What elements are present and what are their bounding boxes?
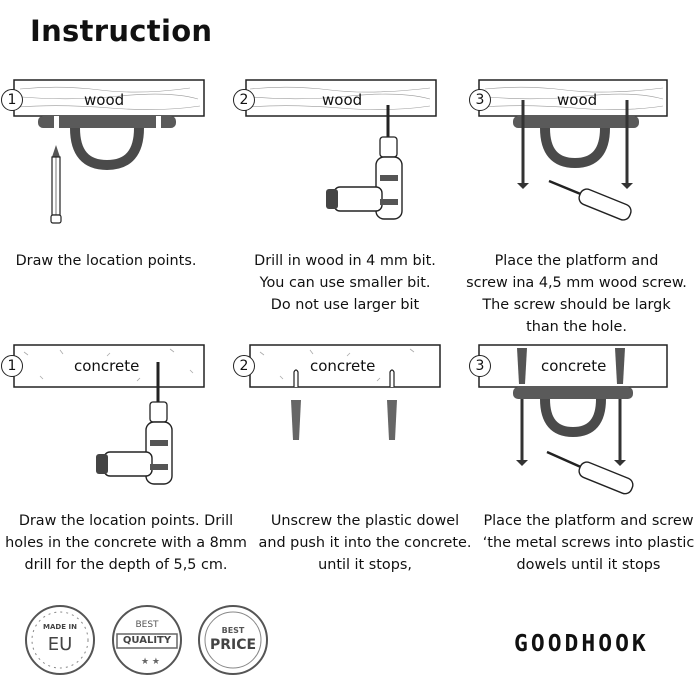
material-label: wood [84,91,125,109]
step-wood-3-illustration [465,75,700,235]
step-wood-2-illustration [230,75,460,235]
material-label: concrete [310,357,376,375]
caption-line: Unscrew the plastic dowel [270,513,460,529]
step-number-badge: 2 [233,89,255,111]
caption-line: Do not use larger bit [270,297,420,313]
best-quality-badge [111,604,183,676]
material-label: wood [322,91,363,109]
step-concrete-2-caption [252,510,478,576]
page-title: Instruction [30,14,213,48]
caption-line: drill for the depth of 5,5 cm. [24,557,228,573]
caption-line: dowels until it stops [516,557,661,573]
caption-line: Draw the location points. [15,253,197,269]
step-number-badge: 1 [1,355,23,377]
step-wood-3-caption [453,250,700,338]
caption-line: ‘the metal screws into plastic [482,535,695,551]
step-number-badge: 2 [233,355,255,377]
caption-line: Place the platform and [494,253,659,269]
step-number-badge: 3 [469,89,491,111]
badge-top-text: BEST [221,626,245,635]
badge-main-text: PRICE [209,637,257,653]
caption-line: Drill in wood in 4 mm bit. [254,253,436,269]
material-label: concrete [74,357,140,375]
caption-line: Place the platform and screw [483,513,694,529]
step-concrete-2-illustration [230,340,460,500]
step-wood-2-caption [240,250,450,316]
caption-line: until it stops, [318,557,412,573]
badge-main-text: EU [47,634,73,655]
step-concrete-1-illustration [0,340,230,500]
caption-line: screw ina 4,5 mm wood screw. [466,275,687,291]
material-label: wood [557,91,598,109]
step-number-badge: 1 [1,89,23,111]
badge-main-text: QUALITY [122,635,172,646]
step-number-badge: 3 [469,355,491,377]
step-wood-1-illustration [0,75,230,235]
caption-line: The screw should be largk [482,297,671,313]
caption-line: than the hole. [526,319,627,335]
badge-top-text: MADE IN [43,623,77,631]
step-concrete-3-illustration [465,340,700,500]
badge-top-text: BEST [135,620,159,630]
best-price-badge [197,604,269,676]
caption-line: You can use smaller bit. [259,275,431,291]
svg-text:★ ★: ★ ★ [141,657,160,667]
caption-line: Draw the location points. Drill [18,513,234,529]
caption-line: and push it into the concrete. [258,535,472,551]
step-concrete-1-caption [0,510,252,576]
material-label: concrete [541,357,607,375]
made-in-eu-badge [24,604,96,676]
caption-line: holes in the concrete with a 8mm [5,535,247,551]
step-wood-1-caption [0,250,212,272]
step-concrete-3-caption [477,510,700,576]
brand-logo: GOODHOOK [514,631,649,657]
